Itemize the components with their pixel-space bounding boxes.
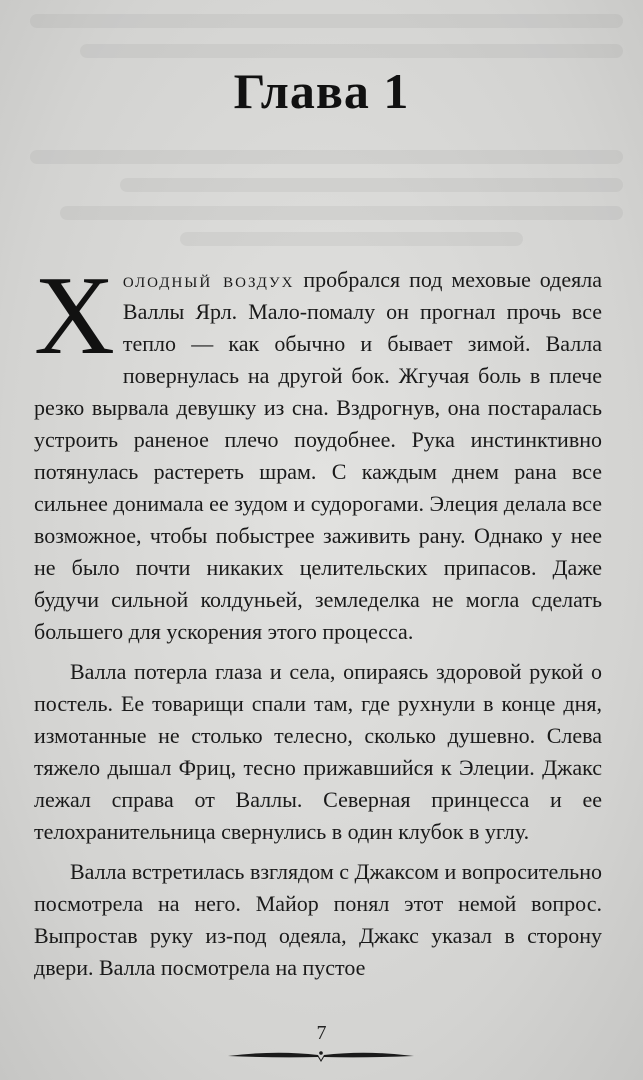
bleed-through-line [180, 232, 523, 246]
paragraph: Валла встретилась взглядом с Джаксом и вопросительно посмотрела на него. Майор понял этот немой вопрос. Выпростав руку из-под одеяла, Джакс указал в сторону двери. Валла посмотрела на пустое [34, 859, 602, 980]
bleed-through-line [60, 206, 623, 220]
page-footer [0, 1020, 643, 1070]
bleed-through-line [120, 178, 623, 192]
paragraph: Валла потерла глаза и села, опираясь здоровой рукой о постель. Ее товарищи спали там, где рухнули в конце дня, измотанные не столько телесно, сколько душевно. Слева тяжело дышал Фриц, тесно прижавшийся к Элеции. Джакс лежал справа от Валлы. Северная принцесса и ее телохранительница свернулись в один клубок в углу. [34, 659, 602, 844]
bleed-through-line [30, 150, 623, 164]
body-text [34, 254, 602, 984]
flourish-ornament-icon [226, 1046, 416, 1066]
chapter-title: Глава 1 [233, 63, 410, 119]
page-number: 7 [316, 1022, 327, 1044]
paragraph-text: пробрался под меховые одеяла Валлы Ярл. Мало-помалу он прогнал прочь все тепло — как обычно и бывает зимой. Валла повернулась на другой бок. Жгучая боль в плече резко вырвала девушку из сна. Вздрогнув, она постаралась устроить раненое плечо поудобнее. Рука инстинктивно потянулась растереть шрам. С каждым днем рана все сильнее донимала ее зудом и судорогами. Элеция делала все возможное, чтобы побыстрее заживить рану. Однако у нее не было почти никаких целительских припасов. Даже будучи сильной колдуньей, земледелка не могла сделать большего для ускорения этого процесса. [34, 267, 602, 644]
paragraph [34, 254, 602, 648]
bleed-through-line [80, 44, 623, 58]
drop-cap: Х [34, 254, 115, 378]
bleed-through-line [30, 14, 623, 28]
lead-in-words: олодный воздух [122, 267, 295, 292]
